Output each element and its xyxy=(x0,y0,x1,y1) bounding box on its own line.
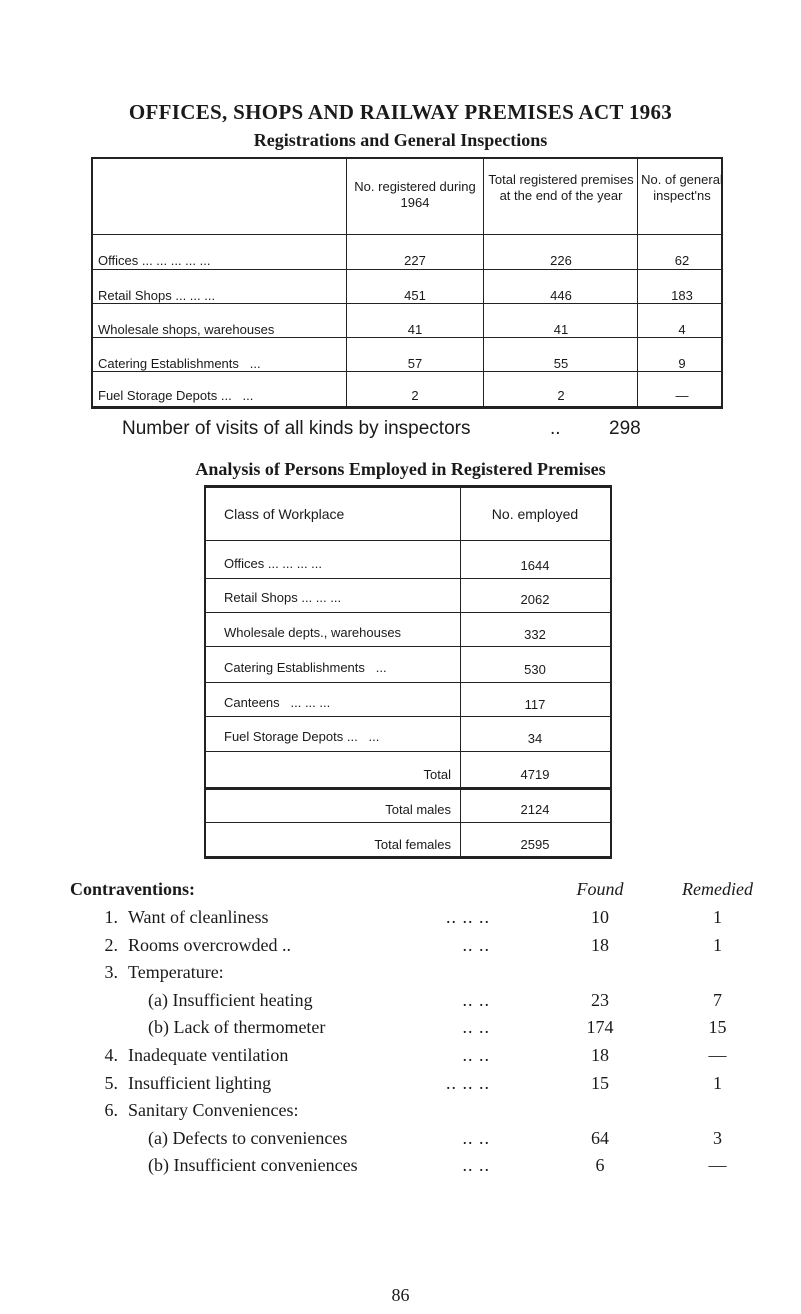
contraventions-heading: Contraventions: xyxy=(70,879,195,899)
table-cell: 183 xyxy=(671,288,693,303)
contravention-number: 2. xyxy=(104,935,118,955)
registrations-table xyxy=(91,157,723,409)
table-row-label: Offices ... ... ... ... ... xyxy=(98,253,211,268)
header-employed: No. employed xyxy=(491,506,579,522)
table-row-label: Offices ... ... ... ... xyxy=(224,556,323,571)
visits-label: Number of visits of all kinds by inspectors xyxy=(122,418,471,439)
contravention-label: Insufficient lighting xyxy=(128,1073,272,1093)
contravention-remedied: 1 xyxy=(713,907,722,927)
table-row-label: Wholesale depts., warehouses xyxy=(224,625,402,640)
contravention-dots: .. .. xyxy=(462,1128,490,1148)
contravention-found: 10 xyxy=(591,907,609,927)
contravention-number: 3. xyxy=(104,962,118,982)
contravention-found: 174 xyxy=(586,1017,614,1037)
contravention-remedied: — xyxy=(708,1155,727,1175)
table-cell: 530 xyxy=(524,662,546,677)
table-cell: 34 xyxy=(527,731,543,746)
males-value: 2124 xyxy=(520,802,550,817)
table-row-label: Catering Establishments ... xyxy=(98,356,261,371)
col-remedied-header: Remedied xyxy=(682,879,753,899)
table-cell: 1644 xyxy=(520,558,550,573)
table-cell: 446 xyxy=(550,288,572,303)
table-cell: 451 xyxy=(404,288,426,303)
contravention-dots: .. .. .. xyxy=(446,907,490,927)
contravention-found: 18 xyxy=(591,935,609,955)
table-cell: 332 xyxy=(524,627,546,642)
contravention-label: (b) Insufficient conveniences xyxy=(148,1155,358,1175)
page-title: OFFICES, SHOPS AND RAILWAY PREMISES ACT 1963 xyxy=(128,100,673,124)
contravention-label: Inadequate ventilation xyxy=(128,1045,289,1065)
contravention-dots: .. .. .. xyxy=(446,1073,490,1093)
contravention-dots: .. .. xyxy=(462,1045,490,1065)
header-total: Total registered premises at the end of the year xyxy=(488,172,634,203)
contravention-remedied: 3 xyxy=(713,1128,722,1148)
contravention-dots: .. .. xyxy=(462,1017,490,1037)
header-inspections: No. of general inspect'ns xyxy=(641,172,723,203)
contravention-found: 6 xyxy=(595,1155,605,1175)
contravention-number: 5. xyxy=(104,1073,118,1093)
section-title-analysis: Analysis of Persons Employed in Registered Premises xyxy=(195,459,606,479)
table-cell: 41 xyxy=(407,322,423,337)
contravention-dots: .. .. xyxy=(462,935,490,955)
contravention-found: 15 xyxy=(591,1073,609,1093)
contravention-remedied: 1 xyxy=(713,935,722,955)
table-row-label: Catering Establishments ... xyxy=(224,660,387,675)
contravention-number: 4. xyxy=(104,1045,118,1065)
contravention-label: Sanitary Conveniences: xyxy=(128,1100,299,1120)
table-cell: 62 xyxy=(674,253,690,268)
total-value: 4719 xyxy=(520,767,550,782)
table-cell: 117 xyxy=(524,697,546,712)
table-row-label: Fuel Storage Depots ... ... xyxy=(98,388,254,403)
page-number: 86 xyxy=(391,1285,410,1305)
table-cell: 2 xyxy=(557,388,565,403)
contravention-found: 23 xyxy=(591,990,609,1010)
males-label: Total males xyxy=(385,802,451,817)
visits-dots: .. xyxy=(550,418,561,439)
table-row-label: Canteens ... ... ... xyxy=(224,695,331,710)
table-row-label: Fuel Storage Depots ... ... xyxy=(224,729,380,744)
table-cell: 226 xyxy=(550,253,572,268)
contravention-number: 1. xyxy=(104,907,118,927)
contravention-remedied: 1 xyxy=(713,1073,722,1093)
contravention-dots: .. .. xyxy=(462,1155,490,1175)
visits-value: 298 xyxy=(609,418,641,439)
employment-table xyxy=(204,485,612,859)
table-cell: 2062 xyxy=(520,592,550,607)
contravention-remedied: 7 xyxy=(713,990,722,1010)
contravention-found: 64 xyxy=(591,1128,609,1148)
table-row-label: Retail Shops ... ... ... xyxy=(224,590,342,605)
table-cell: — xyxy=(675,388,689,403)
contravention-remedied: — xyxy=(708,1045,727,1065)
contravention-remedied: 15 xyxy=(708,1017,727,1037)
contravention-label: Want of cleanliness xyxy=(128,907,269,927)
contravention-label: (a) Defects to conveniences xyxy=(148,1128,348,1148)
contravention-label: (b) Lack of thermometer xyxy=(148,1017,326,1037)
header-registered: No. registered during 1964 xyxy=(354,179,476,210)
header-class: Class of Workplace xyxy=(224,506,345,522)
females-value: 2595 xyxy=(520,837,550,852)
contravention-label: (a) Insufficient heating xyxy=(148,990,313,1010)
contravention-dots: .. .. xyxy=(462,990,490,1010)
total-label: Total xyxy=(423,767,451,782)
females-label: Total females xyxy=(374,837,451,852)
table-cell: 9 xyxy=(678,356,686,371)
table-cell: 4 xyxy=(678,322,686,337)
table-row-label: Wholesale shops, warehouses xyxy=(98,322,275,337)
section-title-registrations: Registrations and General Inspections xyxy=(253,130,548,150)
contravention-label: Rooms overcrowded .. xyxy=(128,935,291,955)
contravention-label: Temperature: xyxy=(128,962,224,982)
table-cell: 227 xyxy=(404,253,426,268)
table-row-label: Retail Shops ... ... ... xyxy=(98,288,216,303)
table-cell: 55 xyxy=(553,356,569,371)
table-cell: 41 xyxy=(553,322,569,337)
table-cell: 2 xyxy=(411,388,419,403)
contravention-number: 6. xyxy=(104,1100,118,1120)
table-cell: 57 xyxy=(407,356,423,371)
col-found-header: Found xyxy=(576,879,624,899)
contravention-found: 18 xyxy=(591,1045,609,1065)
